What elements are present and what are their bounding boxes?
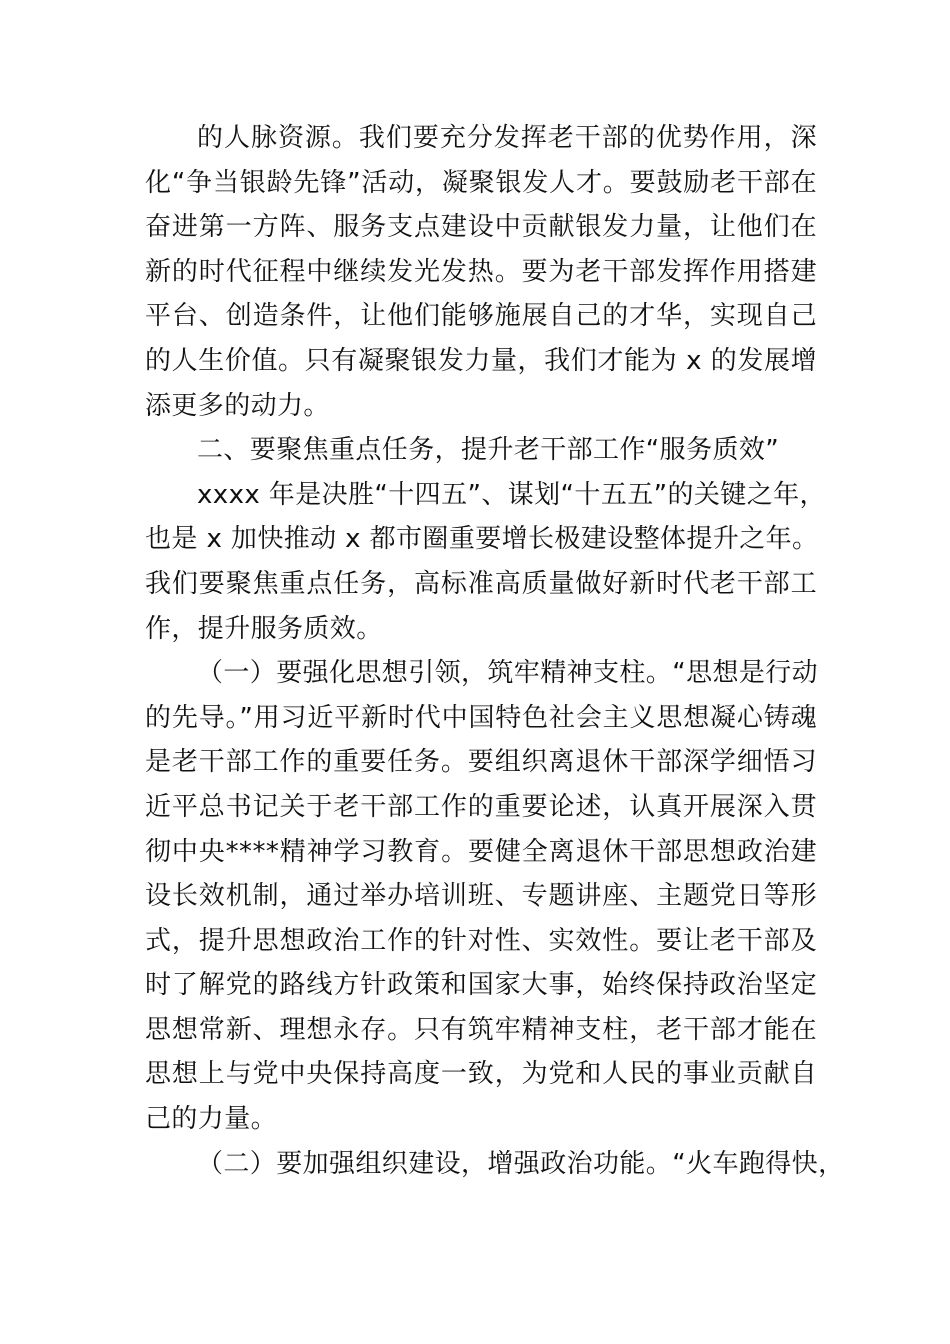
text-line: 思想上与党中央保持高度一致，为党和人民的事业贡献自 — [145, 1059, 817, 1090]
subsection-line: （一）要强化思想引领，筑牢精神支柱。“思想是行动 — [197, 658, 819, 689]
text-line: 添更多的动力。 — [145, 390, 330, 421]
subsection-line: （二）要加强组织建设，增强政治功能。“火车跑得快， — [197, 1148, 845, 1179]
text-line: 的人生价值。只有凝聚银发力量，我们才能为 x 的发展增 — [145, 345, 817, 376]
text-line: 奋进第一方阵、服务支点建设中贡献银发力量，让他们在 — [145, 212, 817, 243]
text-line: 新的时代征程中继续发光发热。要为老干部发挥作用搭建 — [145, 256, 817, 287]
text-line: 是老干部工作的重要任务。要组织离退休干部深学细悟习 — [145, 747, 817, 778]
text-line: 近平总书记关于老干部工作的重要论述，认真开展深入贯 — [145, 791, 817, 822]
text-line: xxxx 年是决胜“十四五”、谋划“十五五”的关键之年， — [197, 479, 826, 510]
text-line: 的人脉资源。我们要充分发挥老干部的优势作用，深 — [197, 123, 817, 153]
text-line: 平台、创造条件，让他们能够施展自己的才华，实现自己 — [145, 301, 817, 332]
text-line: 设长效机制，通过举办培训班、专题讲座、主题党日等形 — [145, 881, 817, 912]
text-line: 思想常新、理想永存。只有筑牢精神支柱，老干部才能在 — [145, 1014, 817, 1045]
text-line: 作，提升服务质效。 — [145, 613, 383, 644]
text-line: 也是 x 加快推动 x 都市圈重要增长极建设整体提升之年。 — [145, 524, 819, 555]
text-line: 化“争当银龄先锋”活动，凝聚银发人才。要鼓励老干部在 — [145, 167, 817, 198]
text-line: 的先导。”用习近平新时代中国特色社会主义思想凝心铸魂 — [145, 702, 817, 733]
text-line: 式，提升思想政治工作的针对性、实效性。要让老干部及 — [145, 925, 817, 956]
text-line: 时了解党的路线方针政策和国家大事，始终保持政治坚定 — [145, 970, 817, 1001]
section-heading: 二、要聚焦重点任务，提升老干部工作“服务质效” — [197, 435, 780, 466]
text-line: 我们要聚焦重点任务，高标准高质量做好新时代老干部工 — [145, 568, 817, 599]
text-line: 己的力量。 — [145, 1104, 278, 1135]
text-line: 彻中央****精神学习教育。要健全离退休干部思想政治建 — [145, 836, 817, 867]
document-body — [145, 116, 845, 1186]
